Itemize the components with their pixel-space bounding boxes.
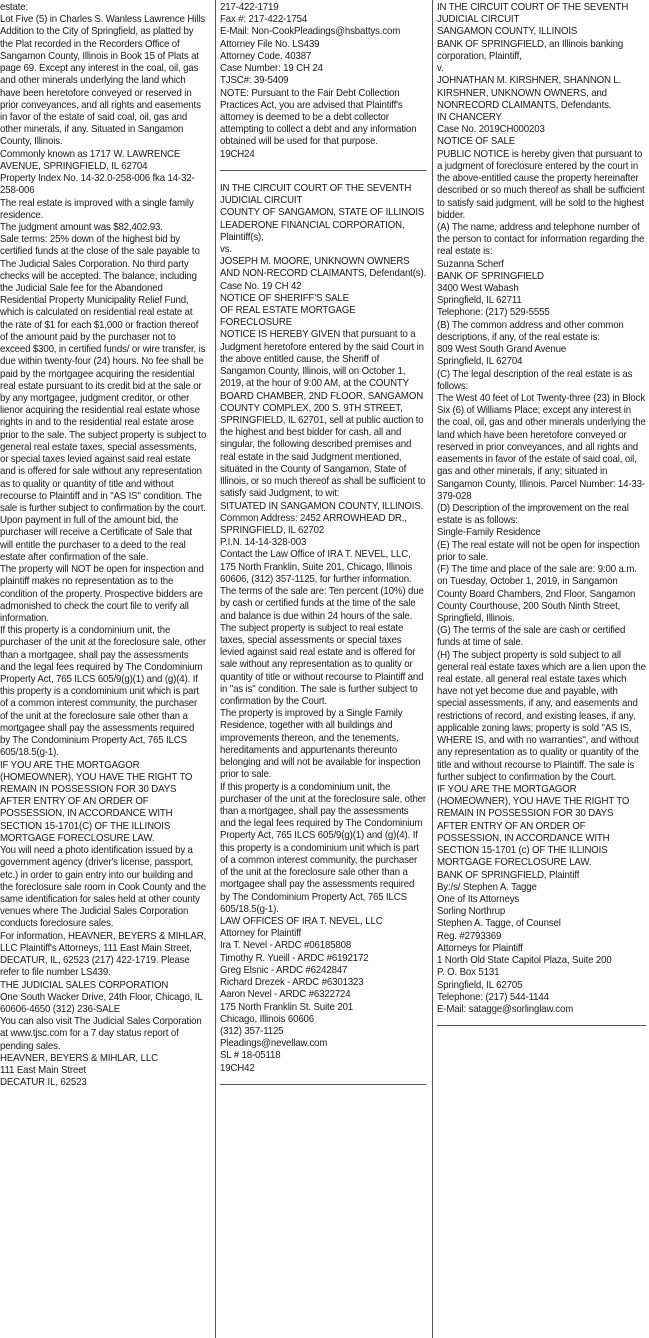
- column-divider: [432, 0, 433, 1338]
- notice-body: IN THE CIRCUIT COURT OF THE SEVENTH JUDICIAL CIRCUIT COUNTY OF SANGAMON, STATE OF ILLINOIS LEADERONE FINANCIAL CORPORATION, Plaintiff(s), vs. JOSEPH M. MOORE, UNKNOWN OWNERS AND NON-RECORD CLAIMANTS, Defendant(s). Case No. 19 CH 42 NOTICE OF SHERIFF'S SALE OF REAL ESTATE MORTGAGE FORECLOSURE NOTICE IS HEREBY GIVEN that pursuant to a Judgment heretofore entered by the said Court in the above entitled cause, the Sheriff of Sangamon County, Illinois, will on October 1, 2019, at the hour of 9:00 AM, at the COUNTY BOARD CHAMBER, 2ND FLOOR, SANGAMON COUNTY COMPLEX, 200 S. 9TH STREET, SPRINGFIELD, IL 62701, sell at public auction to the highest and best bidder for cash, all and singular, the following described premises and real estate in the said Judgment mentioned, situated in the County of Sangamon, State of Illinois, or so much thereof as shall be sufficient to satisfy said Judgment, to wit: SITUATED IN SANGAMON COUNTY, ILLINOIS. Common Address: 2452 ARROWHEAD DR., SPRINGFIELD, IL 62702 P.I.N. 14-14-328-003 Contact the Law Office of IRA T. NEVEL, LLC, 175 North Franklin, Suite 201, Chicago, Illinois 60606, (312) 357-1125, for further information. The terms of the sale are: Ten percent (10%) due by cash or certified funds at the time of the sale and balance is due within 24 hours of the sale. The subject property is subject to real estate taxes, special assessments or special taxes levied against said real estate and is offered for sale without any representation as to quality or quantity of title or without recourse to Plaintiff and in "as is" condition. The sale is further subject to confirmation by the Court. The property is improved by a Single Family Residence, together with all buildings and improvements thereon, and the tenements, hereditaments and appurtenants thereunto belonging and will not be available for inspection prior to sale. If this property is a condominium unit, the purchaser of the unit at the foreclosure sale, other than a mortgagee, shall pay the assessments and the legal fees required by The Condominium Property Act, 765 ILCS 605/9(g)(1) and (g)(4). If this property is a condominium unit which is part of a common interest community, the purchaser of the unit at the foreclosure sale other than a mortgagee shall pay the assessments required by The Condominium Property Act, 765 ILCS 605/18.5(g-1). LAW OFFICES OF IRA T. NEVEL, LLC Attorney for Plaintiff Ira T. Nevel - ARDC #06185808 Timothy R. Yueill - ARDC #6192172 Greg Elsnic - ARDC #6242847 Richard Drezek - ARDC #6301323 Aaron Nevel - ARDC #6322724 175 North Franklin St. Suite 201 Chicago, Illinois 60606 (312) 357-1125 Pleadings@nevellaw.com SL # 18-05118 19CH42: [220, 182, 427, 1074]
- notice-body: IN THE CIRCUIT COURT OF THE SEVENTH JUDICIAL CIRCUIT SANGAMON COUNTY, ILLINOIS BANK OF SPRINGFIELD, an Illinois banking corporation, Plaintiff, v. JOHNATHAN M. KIRSHNER, SHANNON L. KIRSHNER, UNKNOWN OWNERS, and NONRECORD CLAIMANTS, Defendants. IN CHANCERY Case No. 2019CH000203 NOTICE OF SALE PUBLIC NOTICE is hereby given that pursuant to a judgment of foreclosure entered by the court in the above-entitled cause the property hereinafter described or so much thereof as shall be sufficient to satisfy said judgment, will be sold to the highest bidder. (A) The name, address and telephone number of the person to contact for information regarding the real estate is: Suzanna Scherf BANK OF SPRINGFIELD 3400 West Wabash Springfield, IL 62711 Telephone: (217) 529-5555 (B) The common address and other common descriptions, if any, of the real estate is: 809 West South Grand Avenue Springfield, IL 62704 (C) The legal description of the real estate is as follows: The West 40 feet of Lot Twenty-three (23) in Block Six (6) of Williams Place; except any interest in the coal, oil, gas and other minerals underlying the land which have been heretofore conveyed or reserved in prior conveyances, and all rights and easements in favor of the estate of said coal, oil, gas and other minerals, if any; situated in Sangamon County, Illinois. Parcel Number: 14-33-379-028 (D) Description of the improvement on the real estate is as follows: Single-Family Residence (E) The real estate will not be open for inspection prior to sale. (F) The time and place of the sale are: 9:00 a.m. on Tuesday, October 1, 2019, in Sangamon County Board Chambers, 2nd Floor, Sangamon County Courthouse, 200 South Ninth Street, Springfield, Illinois. (G) The terms of the sale are cash or certified funds at time of sale. (H) The subject property is sold subject to all general real estate taxes which are a lien upon the real estate, all general real estate taxes which have not yet become due and payable, with special assessments, if any, and easements and restrictions of record, and existing leases, if any, applicable zoning laws; property is sold "AS IS, WHERE IS, and with no warranties", and without any representation as to quality or quantity of the title and without recourse to Plaintiff. The sale is further subject to confirmation by the Court. IF YOU ARE THE MORTGAGOR (HOMEOWNER), YOU HAVE THE RIGHT TO REMAIN IN POSSESSION FOR 30 DAYS AFTER ENTRY OF AN ORDER OF POSSESSION, IN ACCORDANCE WITH SECTION 15-1701 (c) OF THE ILLINOIS MORTGAGE FORECLOSURE LAW. BANK OF SPRINGFIELD, Plaintiff By:/s/ Stephen A. Tagge One of Its Attorneys Sorling Northrup Stephen A. Tagge, of Counsel Reg. #2793369 Attorneys for Plaintiff 1 North Old State Capitol Plaza, Suite 200 P. O. Box 5131 Springfield, IL 62705 Telephone: (217) 544-1144 E-Mail: satagge@sorlinglaw.com: [437, 2, 646, 1015]
- notice-separator: [220, 1084, 426, 1085]
- column-1: [0, 2, 206, 1089]
- column-3: [437, 2, 646, 1038]
- sheriff-sale-notice: [220, 183, 426, 1075]
- notice-body: 217-422-1719 Fax #: 217-422-1754 E-Mail: Non-CookPleadings@hsbattys.com Attorney File No. LS439 Attorney Code. 40387 Case Number: 19 CH 24 TJSC#: 39-5409 NOTE: Pursuant to the Fair Debt Collection Practices Act, you are advised that Plaintiff's attorney is deemed to be a debt collector attempting to collect a debt and any information obtained will be used for that purpose. 19CH24: [220, 2, 417, 160]
- foreclosure-notice-continued: [0, 2, 206, 1089]
- notice-separator: [220, 170, 426, 171]
- notice-of-sale: [437, 2, 646, 1016]
- column-2: [220, 2, 426, 1097]
- foreclosure-notice-tail: [220, 2, 426, 161]
- column-divider: [215, 0, 216, 1338]
- notice-separator: [437, 1025, 646, 1026]
- notice-body: estate: Lot Five (5) in Charles S. Wanless Lawrence Hills Addition to the City of Springfield, as platted by the Plat recorded in the Recorders Office of Sangamon County, Illinois in Book 15 of Plats at page 69. Except any interest in the coal, oil, gas and other minerals underlying the land which have been heretofore conveyed or reserved in prior conveyances, and all rights and easements in favor of the estate of said coal, oil, gas and other minerals, if any. Situated in Sangamon County, Illinois. Commonly known as 1717 W. LAWRENCE AVENUE, SPRINGFIELD, IL 62704 Property Index No. 14-32.0-258-006 fka 14-32-258-006 The real estate is improved with a single family residence. The judgment amount was $82,402.93. Sale terms: 25% down of the highest bid by certified funds at the close of the sale payable to The Judicial Sales Corporation. No third party checks will be accepted. The balance, including the Judicial Sale fee for the Abandoned Residential Property Municipality Relief Fund, which is calculated on residential real estate at the rate of $1 for each $1,000 or fraction thereof of the amount paid by the purchaser not to exceed $300, in certified funds/ or wire transfer, is due within twenty-four (24) hours. No fee shall be paid by the mortgagee acquiring the residential real estate pursuant to its credit bid at the sale or by any mortgagee, judgment creditor, or other lienor acquiring the residential real estate whose rights in and to the residential real estate arose prior to the sale. The subject property is subject to general real estate taxes, special assessments, or special taxes levied against said real estate and is offered for sale without any representation as to quality or quantity of title and without recourse to Plaintiff and in "AS IS" condition. The sale is further subject to confirmation by the court. Upon payment in full of the amount bid, the purchaser will receive a Certificate of Sale that will entitle the purchaser to a deed to the real estate after confirmation of the sale. The property will NOT be open for inspection and plaintiff makes no representation as to the condition of the property. Prospective bidders are admonished to check the court file to verify all information. If this property is a condominium unit, the purchaser of the unit at the foreclosure sale, other than a mortgagee, shall pay the assessments and the legal fees required by The Condominium Property Act, 765 ILCS 605/9(g)(1) and (g)(4). If this property is a condominium unit which is part of a common interest community, the purchaser of the unit at the foreclosure sale other than a mortgagee shall pay the assessments required by The Condominium Property Act, 765 ILCS 605/18.5(g-1). IF YOU ARE THE MORTGAGOR (HOMEOWNER), YOU HAVE THE RIGHT TO REMAIN IN POSSESSION FOR 30 DAYS AFTER ENTRY OF AN ORDER OF POSSESSION, IN ACCORDANCE WITH SECTION 15-1701(C) OF THE ILLINOIS MORTGAGE FORECLOSURE LAW. You will need a photo identification issued by a government agency (driver's license, passport, etc.) in order to gain entry into our building and the foreclosure sale room in Cook County and the same identification for sales held at other county venues where The Judicial Sales Corporation conducts foreclosure sales. For information, HEAVNER, BEYERS & MIHLAR, LLC Plaintiff's Attorneys, 111 East Main Street, DECATUR, IL, 62523 (217) 422-1719. Please refer to file number LS439. THE JUDICIAL SALES CORPORATION One South Wacker Drive, 24th Floor, Chicago, IL 60606-4650 (312) 236-SALE You can also visit The Judicial Sales Corporation at www.tjsc.com for a 7 day status report of pending sales. HEAVNER, BEYERS & MIHLAR, LLC 111 East Main Street DECATUR IL, 62523: [0, 2, 207, 1089]
